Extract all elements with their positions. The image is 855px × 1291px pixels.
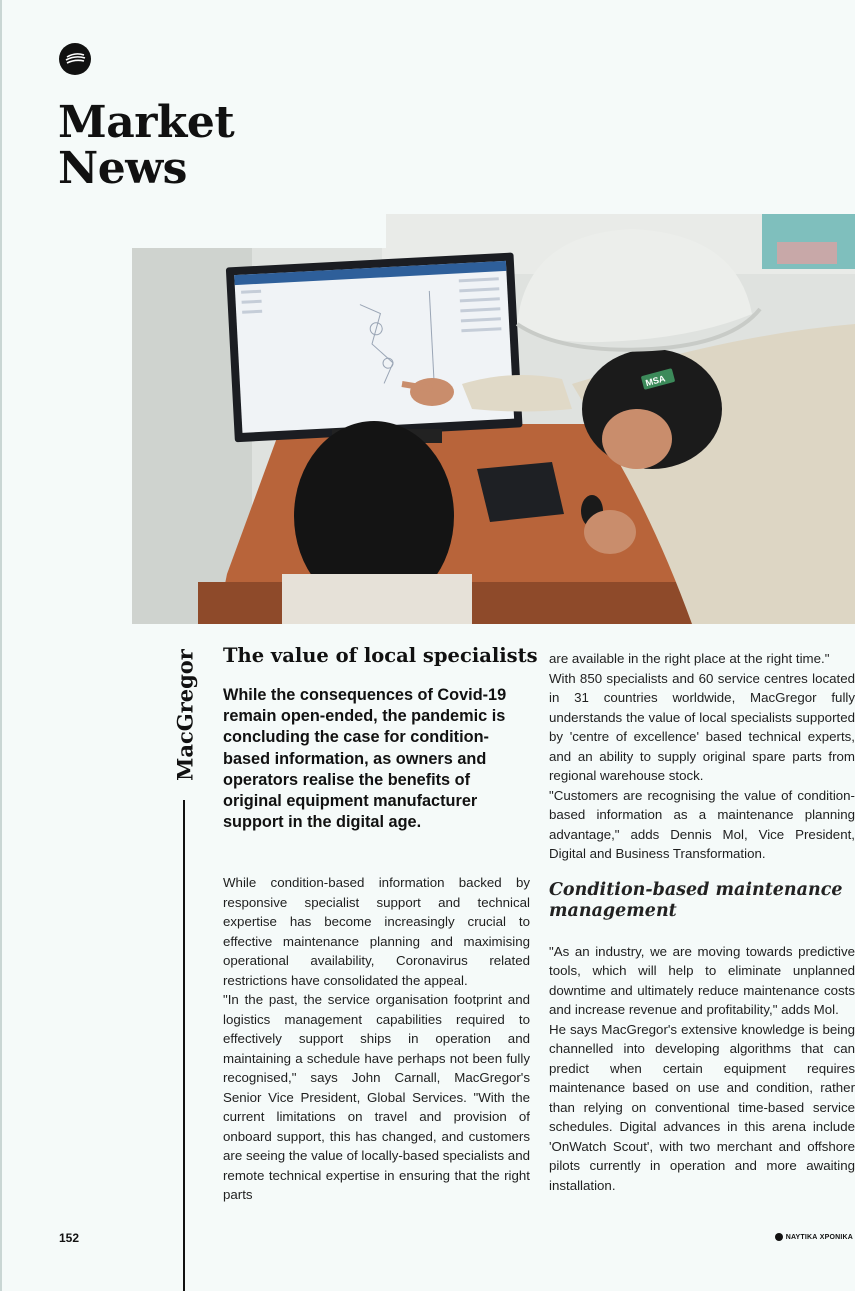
body-paragraph: "In the past, the service organisation footprint and logistics management capabilities required to effectively support ships in operation and maintaining a schedule have perhaps not been fully recognised," says John Carnall, MacGregor's Senior Vice President, Global Services. "With the current limitations on travel and provision of onboard support, this has changed, and customers are seeing the value of locally-based specialists and remote technical expertise in ensuring that the right parts: [223, 992, 530, 1203]
body-paragraph: are available in the right place at the right time.": [549, 651, 830, 666]
body-paragraph: "Customers are recognising the value of condition-based information as a maintenance planning advantage," adds Dennis Mol, Vice President, Digital and Business Transformation.: [549, 787, 855, 861]
publication-name: ΝΑΥΤΙΚΑ ΧΡΟΝΙΚΑ: [785, 1233, 853, 1241]
body-paragraph: While condition-based information backed by responsive specialist support and technical expertise has become increasingly crucial to effective maintenance planning and maximising operational availability, Coronavirus related restrictions have consolidated the appeal.: [223, 875, 530, 988]
section-title: [58, 97, 235, 194]
photo-notch: [132, 214, 386, 248]
company-name: MacGregor: [172, 649, 198, 781]
article-lead: While the consequences of Covid-19 remain open-ended, the pandemic is concluding the case for condition-based information, as owners and operators realise the benefits of original equipment manufacturer support in the digital age.: [223, 686, 507, 832]
publication-brand: [775, 1233, 853, 1241]
body-paragraph: With 850 specialists and 60 service centres located in 31 countries worldwide, MacGregor fully understands the value of local specialists supported by 'centre of excellence' based technical experts, and an ability to supply original spare parts from regional warehouse stock.: [549, 670, 855, 783]
body-paragraph: "As an industry, we are moving towards predictive tools, which will help to eliminate unplanned downtime and ultimately reduce maintenance costs and increase revenue and profitability," adds Mol.: [549, 943, 855, 1017]
body-paragraph: He says MacGregor's extensive knowledge is being channelled into developing algorithms that can predict when certain equipment requires maintenance based on use and condition, rather than relying on conventional time-based service schedules. Digital advances in this arena include 'OnWatch Scout', with two merchant and offshore pilots currently in operation and more awaiting installation.: [549, 1021, 855, 1193]
article-subhead: Condition-based maintenance management: [549, 879, 843, 921]
page-number: 152: [59, 1231, 80, 1245]
company-side-label: [170, 645, 200, 785]
publication-logo-icon: [775, 1233, 783, 1241]
ship-wave-logo-icon: [59, 43, 91, 75]
svg-text:MSA: MSA: [644, 373, 667, 389]
article-column-right: [549, 649, 855, 1195]
title-line-2: News: [58, 143, 187, 194]
article-title: The value of local specialists: [223, 644, 538, 667]
title-line-1: Market: [58, 97, 235, 148]
page-edge: [0, 0, 2, 1291]
vertical-rule: [183, 800, 185, 1291]
article-column-left: [223, 643, 538, 1205]
article-photo: [132, 214, 855, 624]
